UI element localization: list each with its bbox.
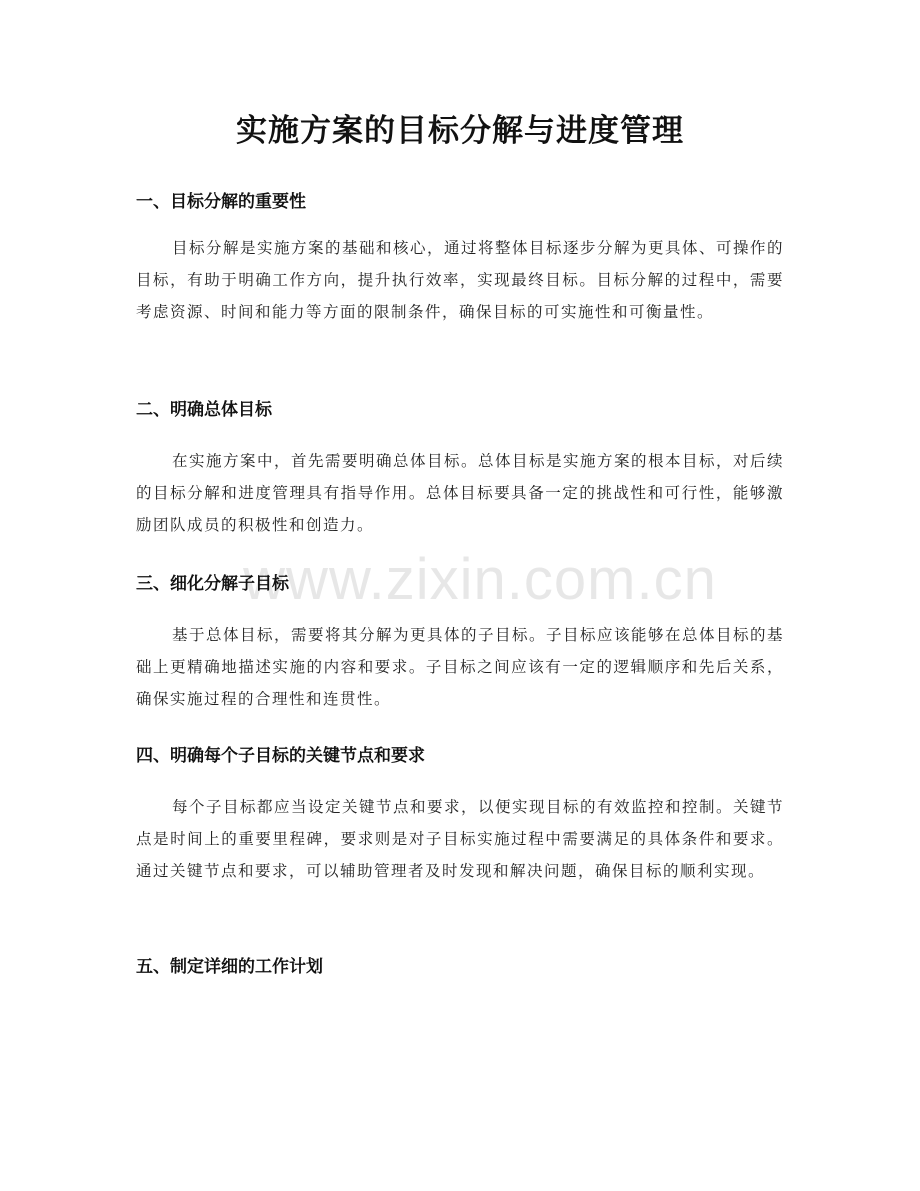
section-heading-2: 二、明确总体目标 bbox=[136, 400, 272, 420]
section-paragraph-4: 每个子目标都应当设定关键节点和要求，以便实现目标的有效监控和控制。关键节点是时间上的重要里程碑，要求则是对子目标实施过程中需要满足的具体条件和要求。通过关键节点和要求，可以辅助管理者及时发现和解决问题，确保目标的顺利实现。 bbox=[136, 798, 785, 881]
section-heading-5: 五、制定详细的工作计划 bbox=[136, 957, 323, 977]
section-heading-3: 三、细化分解子目标 bbox=[136, 574, 289, 594]
section-paragraph-1: 目标分解是实施方案的基础和核心，通过将整体目标逐步分解为更具体、可操作的目标，有助于明确工作方向，提升执行效率，实现最终目标。目标分解的过程中，需要考虑资源、时间和能力等方面的限制条件，确保目标的可实施性和可衡量性。 bbox=[136, 239, 785, 322]
section-heading-1: 一、目标分解的重要性 bbox=[136, 192, 306, 212]
section-heading-4: 四、明确每个子目标的关键节点和要求 bbox=[136, 746, 425, 766]
watermark: www.zixin.com.cn bbox=[243, 547, 717, 612]
section-paragraph-3: 基于总体目标，需要将其分解为更具体的子目标。子目标应该能够在总体目标的基础上更精确地描述实施的内容和要求。子目标之间应该有一定的逻辑顺序和先后关系，确保实施过程的合理性和连贯性。 bbox=[136, 626, 785, 709]
document-title: 实施方案的目标分解与进度管理 bbox=[236, 113, 684, 149]
section-paragraph-2: 在实施方案中，首先需要明确总体目标。总体目标是实施方案的根本目标，对后续的目标分解和进度管理具有指导作用。总体目标要具备一定的挑战性和可行性，能够激励团队成员的积极性和创造力。 bbox=[136, 452, 785, 535]
